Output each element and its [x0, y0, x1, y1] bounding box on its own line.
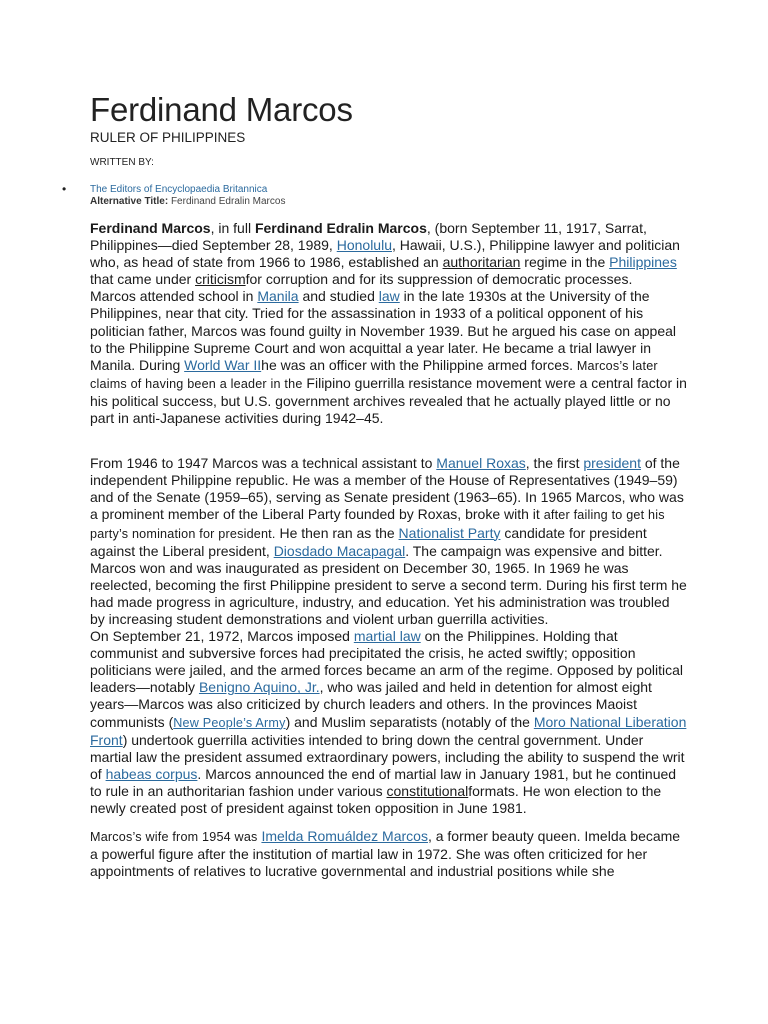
text-span: , who was jailed and held in detention for almost eight years—Marcos was also criticized by church leaders and others. In the provinces Maoist communists (: [90, 679, 652, 730]
paragraph-5: [90, 828, 688, 880]
link-world-war-ii[interactable]: World War II: [184, 356, 262, 373]
bold-name: Ferdinand Marcos: [90, 220, 211, 236]
link-manila[interactable]: Manila: [257, 288, 299, 305]
text-span: , in full: [210, 220, 255, 236]
bold-full-name: Ferdinand Edralin Marcos: [254, 220, 427, 236]
text-span: on the Philippines. Holding that communist and subversive forces had precipitated the crisis, he acted swiftly; opposition politicians were jailed, and the armed forces became an arm of the regime. Opposed by political leaders—notably: [90, 628, 683, 696]
text-span: Marcos’s wife from 1954 was: [90, 830, 258, 845]
article-body: [90, 220, 688, 880]
paragraph-4: [90, 628, 688, 817]
underlined-constitutional[interactable]: constitutional: [386, 782, 469, 799]
page-subtitle: RULER OF PHILIPPINES: [90, 130, 246, 145]
link-moro-national-liberation-front[interactable]: Moro National Liberation Front: [90, 713, 687, 748]
alternative-title-label: Alternative Title:: [90, 196, 169, 207]
text-span: and studied: [298, 288, 379, 305]
text-span: in the late 1930s at the University of the Philippines, near that city. Tried for the assassination in 1933 of a political opponent of his politician father, Marcos was found guilty in November 1939. But he argued his case on appeal to the Philippine Supreme Court and won acquittal a year later. He became a trial lawyer in Manila. During: [90, 288, 677, 373]
text-span: regime in the: [520, 254, 610, 271]
text-span: that came under: [90, 271, 196, 288]
link-benigno-aquino[interactable]: Benigno Aquino, Jr.: [198, 679, 320, 696]
text-span: He then ran as the: [275, 524, 399, 541]
text-span: ) and Muslim separatists (notably of the: [285, 713, 534, 730]
underlined-criticism[interactable]: criticism: [195, 271, 246, 288]
text-span: . Marcos announced the end of martial law in January 1981, but he continued to rule in an authoritarian fashion under various: [90, 765, 677, 799]
text-span: Marcos attended school in: [90, 288, 258, 305]
alternative-title: [90, 196, 285, 207]
paragraph-gap: [90, 427, 688, 455]
paragraph-3: [90, 455, 688, 628]
text-span: , (born September 11, 1917, Sarrat, Philippines—died September 28, 1989,: [90, 220, 647, 254]
written-by-label: WRITTEN BY:: [90, 157, 154, 168]
link-imelda-marcos[interactable]: Imelda Romuáldez Marcos: [261, 828, 428, 845]
text-span: candidate for president against the Liberal president,: [90, 524, 647, 559]
text-span: after failing to get his party’s nomination for president.: [90, 508, 665, 541]
text-span: , the first: [525, 455, 584, 472]
link-president[interactable]: president: [583, 455, 641, 472]
link-nationalist-party[interactable]: Nationalist Party: [398, 524, 501, 541]
text-span: , a former beauty queen. Imelda became a powerful figure after the institution of martial law in 1972. She was often criticized for her appointments of relatives to lucrative governmental and industrial positions while she: [90, 828, 681, 880]
link-habeas-corpus[interactable]: habeas corpus: [105, 765, 198, 782]
text-span: ) undertook guerrilla activities intended to bring down the central government. Under martial law the president assumed extraordinary powers, including the ability to suspend the writ of: [90, 731, 685, 782]
paragraph-gap: [90, 817, 688, 828]
text-span: Marcos’s later claims of having been a leader in the: [90, 358, 658, 391]
paragraph-2: [90, 288, 688, 427]
text-span: Filipino guerrilla resistance movement were a central factor in his political success, but U.S. government archives revealed that he actually played little or no part in anti-Japanese activities during 1942–45.: [90, 374, 687, 427]
alternative-title-value: Ferdinand Edralin Marcos: [170, 196, 286, 207]
text-span: On September 21, 1972, Marcos imposed: [90, 628, 354, 645]
link-philippines[interactable]: Philippines: [609, 254, 677, 271]
text-span: From 1946 to 1947 Marcos was a technical assistant to: [90, 455, 437, 472]
link-manuel-roxas[interactable]: Manuel Roxas: [436, 455, 526, 472]
link-martial-law[interactable]: martial law: [353, 628, 421, 645]
link-law[interactable]: law: [378, 288, 400, 305]
text-span: , Hawaii, U.S.), Philippine lawyer and politician who, as head of state from 1966 to 1986, established an: [90, 237, 680, 271]
text-span: for corruption and for its suppression of democratic processes.: [245, 271, 633, 288]
text-span: formats. He won election to the newly created post of president against token opposition in June 1981.: [90, 782, 662, 816]
link-diosdado-macapagal[interactable]: Diosdado Macapagal: [273, 542, 406, 559]
link-new-peoples-army[interactable]: New People’s Army: [173, 715, 286, 730]
text-span: he was an officer with the Philippine armed forces.: [261, 356, 577, 373]
text-span: . The campaign was expensive and bitter. Marcos won and was inaugurated as president on December 30, 1965. In 1969 he was reelected, becoming the first Philippine president to serve a second term. During his first term he had made progress in agriculture, industry, and education. Yet his administration was troubled by increasing student demonstrations and violent urban guerrilla activities.: [90, 542, 687, 627]
link-honolulu[interactable]: Honolulu: [336, 237, 392, 254]
bullet-icon: •: [62, 182, 67, 196]
text-span: of the independent Philippine republic. He was a member of the House of Representatives (1949–59) and of the Senate (1959–65), serving as Senate president (1963–65). In 1965 Marcos, who was a prominent member of the Liberal Party founded by Roxas, broke with it: [90, 455, 684, 523]
paragraph-1: [90, 220, 688, 288]
author-link[interactable]: The Editors of Encyclopaedia Britannica: [90, 184, 268, 195]
page-title: Ferdinand Marcos: [90, 91, 353, 128]
underlined-authoritarian[interactable]: authoritarian: [442, 254, 521, 271]
